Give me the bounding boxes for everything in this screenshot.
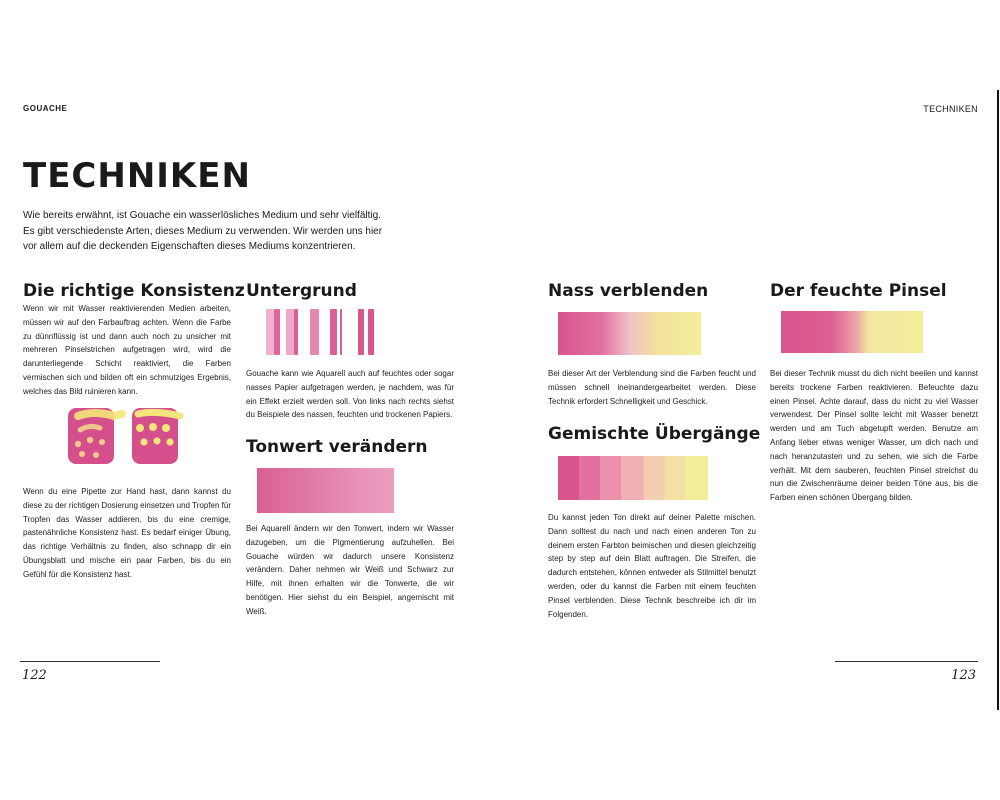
- heading-gemischte: Gemischte Übergänge: [548, 424, 761, 444]
- heading-nass: Nass verblenden: [548, 281, 709, 301]
- footer-rule-right: [835, 661, 978, 662]
- gemischte-text: Du kannst jeden Ton direkt auf deiner Palette mischen. Dann solltest du nach und nach einen anderen Ton zu deinem ersten Farbton beimischen und diesen gleichzeitig step by step auf dein Blatt auftragen. Die Streifen, die dadurch entstehen, können entweder als Stilmittel benutzt werden, oder du kannst die Farben mit einem feuchten Pinsel verblenden. Diese Technik beschreibe ich dir im Folgenden.: [548, 513, 756, 619]
- konsistenz-text-1: Wenn wir mit Wasser reaktivierenden Medien arbeiten, müssen wir auf den Farbauftrag achten. Wenn die Farbe zu dünnflüssig ist und dann auch noch zu unsicher mit mehreren Pinselstrichen aufgetragen wird, wird die darunterliegende Schicht reaktiviert, die Farben vermischen sich und bilden oft ein schmutziges Ergebnis, welches das Bild ruinieren kann.: [23, 304, 231, 396]
- nass-verblenden-swatch: [558, 312, 701, 355]
- heading-untergrund: Untergrund: [246, 281, 357, 301]
- running-header-left: GOUACHE: [23, 104, 68, 113]
- nass-text: Bei dieser Art der Verblendung sind die Farben feucht und müssen schnell ineinandergearbeitet werden. Diese Technik erfordert Schnelligkeit und Geschick.: [548, 369, 756, 406]
- page-spine: [997, 90, 999, 710]
- footer-rule-left: [20, 661, 160, 662]
- feuchter-pinsel-swatch: [781, 311, 923, 353]
- page-number-right: 123: [951, 668, 976, 683]
- running-header-right: TECHNIKEN: [923, 104, 978, 114]
- page-title: TECHNIKEN: [23, 156, 251, 196]
- consistency-illustration: [60, 400, 190, 470]
- tonwert-swatch: [257, 468, 394, 513]
- page-number-left: 122: [22, 668, 47, 683]
- heading-pinsel: Der feuchte Pinsel: [770, 281, 947, 301]
- intro-text: Wie bereits erwähnt, ist Gouache ein wasserlösliches Medium und sehr vielfältig. Es gibt verschiedenste Arten, dieses Medium zu verwenden. Wir werden uns hier vor allem auf die deckenden Eigenschaften dieses Mediums konzentrieren.: [23, 210, 383, 252]
- untergrund-text: Gouache kann wie Aquarell auch auf feuchtes oder sogar nasses Papier aufgetragen werden, je nachdem, was für ein Effekt erzielt werden soll. Von links nach rechts siehst du Beispiele des nassen, feuchten und trockenen Papiers.: [246, 369, 454, 420]
- konsistenz-text-2: Wenn du eine Pipette zur Hand hast, dann kannst du diese zu der richtigen Dosierung einsetzen und Tropfen für Tropfen das Wasser addieren, bis du eine cremige, pastenähnliche Konsistenz hast. Es bedarf einiger Übung, das richtige Verhältnis zu finden, also schnapp dir ein Übungsblatt und mische ein paar Farben, bis du ein Gefühl für die Konsistenz hast.: [23, 487, 231, 579]
- paper-stripes-swatch: [266, 309, 386, 355]
- pinsel-text: Bei dieser Technik musst du dich nicht beeilen und kannst bereits trockene Farben reaktivieren. Befeuchte dazu einen Pinsel. Achte darauf, dass du nicht zu viel Wasser verwendest. Der Pinsel sollte leicht mit Wasser benetzt werden und am Tuch abgetupft werden. Benutze am Anfang lieber etwas weniger Wasser, um dich nach und nach heranzutasten und zu sehen, wie sich die Farbe verhält. Mit dem sauberen, feuchten Pinsel streichst du nun die Zwischenräume deiner beiden Töne aus, bis die Farben einen schönen Übergang bilden.: [770, 369, 978, 503]
- heading-konsistenz: Die richtige Konsistenz: [23, 281, 245, 301]
- gemischte-uebergaenge-swatch: [558, 456, 708, 500]
- heading-tonwert: Tonwert verändern: [246, 437, 428, 457]
- tonwert-text: Bei Aquarell ändern wir den Tonwert, indem wir Wasser dazugeben, um die Pigmentierung aufzuhellen. Bei Gouache würden wir dadurch unsere Konsistenz verändern. Daher nehmen wir Weiß und Schwarz zur Hilfe, mit ihnen erhalten wir die Tonwerte, die wir benötigen. Hier siehst du ein Beispiel, angemischt mit Weiß.: [246, 524, 454, 616]
